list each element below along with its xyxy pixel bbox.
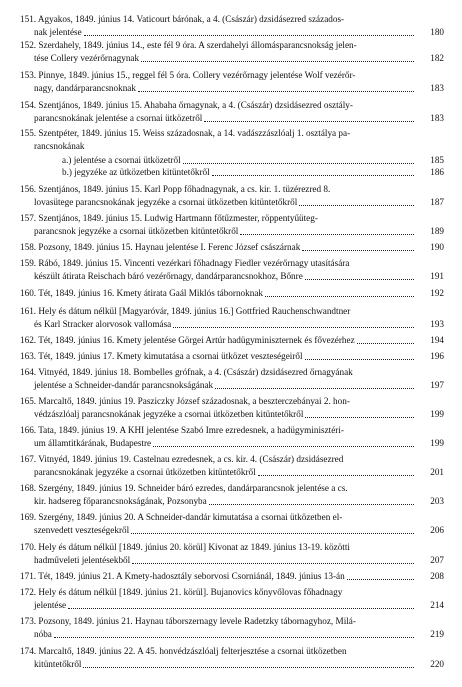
page-number: 196 <box>430 351 444 361</box>
dot-leader <box>299 205 414 206</box>
entry-title: 156. Szentjános, 1849. június 15. Karl Popp főhadnagynak, a cs. kir. 1. tüzérezred 8. <box>20 184 331 194</box>
entry-title: 174. Marcaltő, 1849. június 22. A 45. honvédzászlóalj felterjesztése a csornai ütközetben <box>20 646 347 656</box>
entry-title-continuation: nagy, dandárparancsnoknak <box>34 82 136 93</box>
dot-leader <box>83 667 414 668</box>
entry-title: 152. Szerdahely, 1849. június 14., este fél 9 óra. A szerdahelyi állomásparancsnokság jelen- <box>20 40 357 50</box>
entry-title: 172. Hely és dátum nélkül [1849. június 21. körül]. Bujanovics kőnyvőlovas főhadnagy <box>20 587 343 597</box>
entry-title-continuation: um államtitkárának, Budapestre <box>34 437 152 448</box>
entry-title-continuation: parancsnok jegyzéke a csornai ütközetben kitüntetőkről <box>34 225 239 236</box>
entry-title: 165. Marcaltő, 1849. június 19. Pasziczky József századosnak, a beszterczebányai 2. hon- <box>20 396 350 406</box>
entry-title: 155. Szentpéter, 1849. június 15. Weiss századosnak, a 14. vadászzászlóalj 1. osztálya pa- <box>20 128 351 138</box>
page-number: 192 <box>430 288 444 298</box>
entry-title: 157. Szentjános, 1849. június 15. Ludwig Hartmann főtűzmester, röppentyűüteg- <box>20 213 318 223</box>
entry-title: 169. Szergény, 1849. június 20. A Schneider-dandár kimutatása a csornai ütközetben el- <box>20 512 343 522</box>
entry-title-continuation: jelentése a Schneider-dandár parancsnokságának <box>34 379 214 390</box>
dot-leader <box>153 446 414 447</box>
page-number: 190 <box>430 242 444 252</box>
entry-title: 159. Rábó, 1849. június 15. Vincenti vezérkari főhadnagy Fiedler vezérőrnagy utasítására <box>20 258 350 268</box>
dot-leader <box>209 504 414 505</box>
dot-leader <box>54 637 414 638</box>
dot-leader <box>347 579 414 580</box>
dot-leader <box>212 175 414 176</box>
page-number: 199 <box>430 408 444 419</box>
entry-title-continuation: nóba <box>34 628 52 639</box>
page-number: 189 <box>430 225 444 236</box>
dot-leader <box>305 359 414 360</box>
entry-title: 167. Vitnyéd, 1849. június 19. Castelnau ezredesnek, a cs. kir. 4. (Császár) dzsidásezred <box>20 454 344 464</box>
page-number: 194 <box>430 335 444 345</box>
entry-title: b.) jegyzéke az ütközetben kitüntetőkről <box>62 167 210 177</box>
entry-title: 163. Tét, 1849. június 17. Kmety kimutatása a csornai ütközet veszteségeiről <box>20 351 303 361</box>
page-number: 199 <box>430 437 444 448</box>
entry-title: 170. Hely és dátum nélkül [1849. június 20. körül] Kivonat az 1849. június 13-19. közötti <box>20 542 350 552</box>
entry-title-continuation: és Karl Stracker alorvosok vallomása <box>34 318 172 329</box>
entry-title-continuation: kitüntetőkről <box>34 658 82 669</box>
dot-leader <box>258 475 414 476</box>
entry-title: 173. Pozsony, 1849. június 21. Haynau táborszernagy levele Radetzky tábornagyhoz, Milá- <box>20 616 356 626</box>
dot-leader <box>305 279 414 280</box>
entry-title: 158. Pozsony, 1849. június 15. Haynau jelentése I. Ferenc József császárnak <box>20 242 301 252</box>
dot-leader <box>357 343 414 344</box>
entry-title-continuation: védzászlóalj parancsnokának jegyzéke a csornai ütközetben kitüntetőkről <box>34 408 304 419</box>
entry-title-continuation: rancsnokának <box>34 140 85 151</box>
dot-leader <box>215 388 414 389</box>
entry-title-continuation: kir. hadsereg főparancsnokságának, Pozsonyba <box>34 495 207 506</box>
entry-title: 166. Tata, 1849. június 19. A KHI jelentése Szabó Imre ezredesnek, a hadügyminisztéri- <box>20 425 344 435</box>
dot-leader <box>138 91 414 92</box>
entry-title-continuation: tése Collery vezérőrnagynak <box>34 52 140 63</box>
dot-leader <box>183 163 414 164</box>
entry-title-continuation: parancsnokának jegyzéke a csornai ütközetben kitüntetőkről <box>34 466 256 477</box>
entry-title: 151. Agyakos, 1849. június 14. Vaticourt bárónak, a 4. (Császár) dzsidásezred százados- <box>20 14 345 24</box>
entry-title-continuation: nak jelentése <box>34 26 82 37</box>
page-number: 207 <box>430 554 444 565</box>
page-number: 186 <box>430 167 444 177</box>
dot-leader <box>173 327 414 328</box>
entry-title-continuation: lovasütege parancsnokának jegyzéke a csornai ütközetben kitüntetőkről <box>34 196 298 207</box>
dot-leader <box>84 35 414 36</box>
dot-leader <box>68 608 414 609</box>
entry-title: 161. Hely és dátum nélkül [Magyaróvár, 1849. június 16.] Gottfried Rauchenschwandtner <box>20 306 351 316</box>
dot-leader <box>141 61 414 62</box>
page-number: 182 <box>430 52 444 63</box>
entry-title-continuation: parancsnokának jelentése a csornai ütközetről <box>34 112 203 123</box>
page-number: 193 <box>430 318 444 329</box>
entry-title-continuation: készült átirata Reischach báró vezérőrnagy, dandárparancsnokhoz, Bőnre <box>34 270 303 281</box>
entry-title: a.) jelentése a csornai ütközetről <box>62 155 181 165</box>
dot-leader <box>240 234 414 235</box>
entry-title-continuation: hadműveleti jelentésekből <box>34 554 131 565</box>
entry-title: 160. Tét, 1849. június 16. Kmety átirata Gaál Miklós tábornoknak <box>20 288 264 298</box>
dot-leader <box>131 533 414 534</box>
entry-title-continuation: szenvedett veszteségekről <box>34 524 130 535</box>
page-number: 220 <box>430 658 444 669</box>
page-number: 180 <box>430 26 444 37</box>
entry-title: 164. Vitnyéd, 1849. június 18. Bombelles grófnak, a 4. (Császár) dzsidásezred őrnagyának <box>20 367 353 377</box>
entry-title: 168. Szergény, 1849. június 19. Schneider báró ezredes, dandárparancsnok jelentése a cs. <box>20 483 348 493</box>
page-number: 183 <box>430 82 444 93</box>
page-number: 197 <box>430 379 444 390</box>
page-number: 214 <box>430 599 444 610</box>
dot-leader <box>204 121 414 122</box>
dot-leader <box>305 417 414 418</box>
dot-leader <box>302 250 414 251</box>
page-number: 219 <box>430 628 444 639</box>
entry-title: 153. Pinnye, 1849. június 15., reggel fél 5 óra. Collery vezérőrnagy jelentése Wolf vezérőr- <box>20 70 356 80</box>
entry-title: 162. Tét, 1849. június 16. Kmety jelentése Görgei Artúr hadügyminiszternek és fővezérhez <box>20 335 355 345</box>
page-number: 206 <box>430 524 444 535</box>
entry-title: 171. Tét, 1849. június 21. A Kmety-hadosztály seborvosi Csorniánál, 1849. június 13-án <box>20 571 345 581</box>
dot-leader <box>265 296 414 297</box>
page-number: 201 <box>430 466 444 477</box>
entry-title: 154. Szentjános, 1849. június 15. Ahabaha őrnagynak, a 4. (Császár) dzsidásezred osztály- <box>20 100 353 110</box>
page-number: 203 <box>430 495 444 506</box>
entry-title-continuation: jelentése <box>34 599 67 610</box>
page-number: 183 <box>430 112 444 123</box>
dot-leader <box>132 563 414 564</box>
page-number: 191 <box>430 270 444 281</box>
page-number: 208 <box>430 571 444 581</box>
page-number: 185 <box>430 155 444 165</box>
page-number: 187 <box>430 196 444 207</box>
